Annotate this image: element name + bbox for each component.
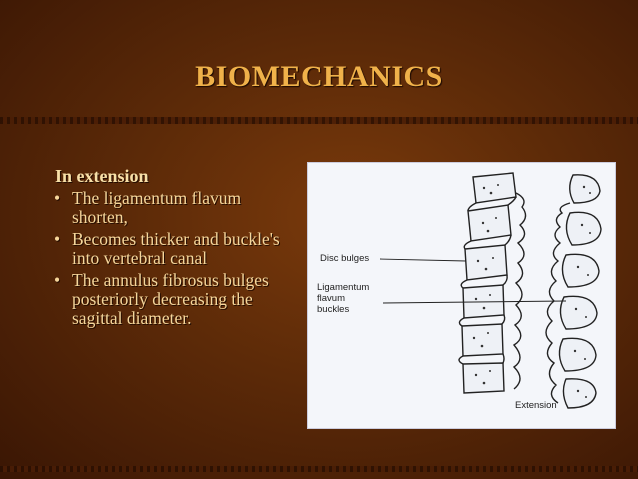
disc-bulges-label: Disc bulges xyxy=(320,253,370,264)
bullet-dot: • xyxy=(54,270,61,290)
bullet-text: The ligamentum flavum shorten, xyxy=(72,188,242,227)
bullet-text: Becomes thicker and buckle's into vertebral canal xyxy=(72,229,280,268)
figure-caption: Extension xyxy=(515,400,557,411)
decorative-band-top xyxy=(0,117,638,124)
slide-title: BIOMECHANICS xyxy=(195,60,443,93)
section-heading: In extension xyxy=(55,166,149,186)
spine-extension-figure xyxy=(307,162,616,429)
right-spine-column xyxy=(546,175,601,408)
bullet-dot: • xyxy=(54,188,61,208)
bullet-dot: • xyxy=(54,229,61,249)
ligamentum-flavum-label: Ligamentum flavum buckles xyxy=(317,282,370,315)
decorative-band-bottom xyxy=(0,466,638,472)
bullet-item xyxy=(47,189,297,227)
bullet-item xyxy=(47,230,297,268)
left-spine-column xyxy=(459,173,526,393)
bullet-item xyxy=(47,271,297,328)
bullet-list xyxy=(47,189,297,328)
bullet-text: The annulus fibrosus bulges posteriorly decreasing the sagittal diameter. xyxy=(72,270,269,328)
text-content xyxy=(47,166,297,331)
